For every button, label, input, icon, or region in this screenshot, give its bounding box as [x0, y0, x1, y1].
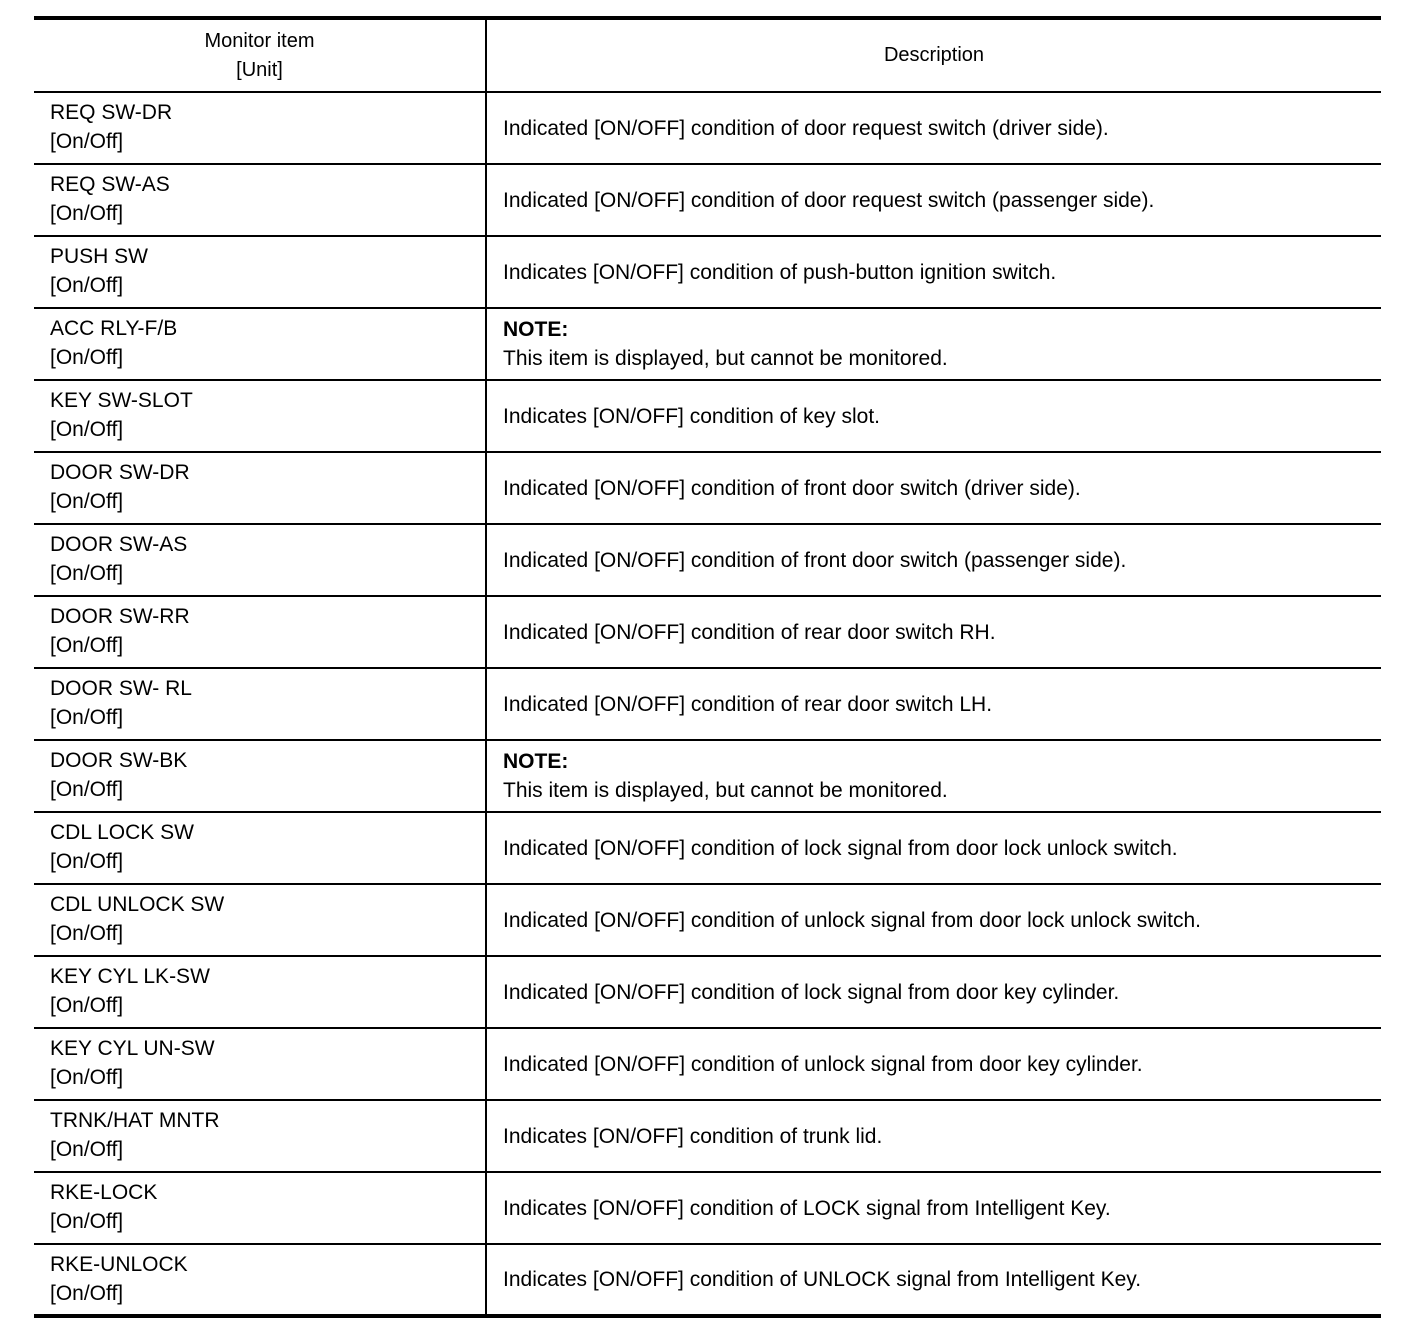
table-row [34, 236, 1381, 308]
monitor-item-cell [34, 1244, 486, 1316]
table-row [34, 308, 1381, 380]
monitor-item-unit: [On/Off] [50, 634, 124, 657]
monitor-item-cell [34, 1172, 486, 1244]
monitor-item-name: RKE-UNLOCK [50, 1253, 188, 1276]
monitor-item-unit: [On/Off] [50, 1066, 124, 1089]
monitor-item-name: DOOR SW-RR [50, 605, 190, 628]
table-body [34, 92, 1381, 1316]
description-text: Indicated [ON/OFF] condition of unlock signal from door key cylinder. [503, 1052, 1143, 1076]
description-text: Indicates [ON/OFF] condition of key slot. [503, 404, 880, 428]
monitor-item-cell [34, 956, 486, 1028]
monitor-item-name: DOOR SW-AS [50, 533, 188, 556]
table-row [34, 524, 1381, 596]
monitor-item-name: KEY SW-SLOT [50, 389, 193, 412]
monitor-item-unit: [On/Off] [50, 1138, 124, 1161]
monitor-item-name: DOOR SW-DR [50, 461, 190, 484]
table-header-row [34, 18, 1381, 92]
monitor-item-unit: [On/Off] [50, 130, 124, 153]
monitor-item-cell [34, 1028, 486, 1100]
description-text: This item is displayed, but cannot be monitored. [503, 347, 948, 370]
monitor-item-unit: [On/Off] [50, 706, 124, 729]
monitor-item-name: KEY CYL LK-SW [50, 965, 210, 988]
header-monitor-item [34, 18, 486, 92]
monitor-item-cell [34, 884, 486, 956]
monitor-item-name: PUSH SW [50, 245, 149, 268]
table-row [34, 812, 1381, 884]
table-row [34, 956, 1381, 1028]
header-description [486, 18, 1381, 92]
monitor-item-cell [34, 812, 486, 884]
monitor-item-cell [34, 380, 486, 452]
table-row [34, 164, 1381, 236]
table-row [34, 1244, 1381, 1316]
description-cell [486, 308, 1381, 380]
table-row [34, 92, 1381, 164]
description-cell [486, 812, 1381, 884]
monitor-item-name: REQ SW-DR [50, 101, 173, 124]
monitor-item-name: DOOR SW-BK [50, 749, 188, 772]
monitor-item-table-container [34, 16, 1381, 1318]
monitor-item-unit: [On/Off] [50, 922, 124, 945]
table-row [34, 668, 1381, 740]
table-row [34, 1100, 1381, 1172]
monitor-item-unit: [On/Off] [50, 562, 124, 585]
description-cell [486, 524, 1381, 596]
monitor-item-unit: [On/Off] [50, 202, 124, 225]
table-row [34, 884, 1381, 956]
monitor-item-cell [34, 236, 486, 308]
monitor-item-unit: [On/Off] [50, 274, 124, 297]
table-row [34, 740, 1381, 812]
monitor-item-cell [34, 740, 486, 812]
monitor-item-name: REQ SW-AS [50, 173, 170, 196]
monitor-item-name: DOOR SW- RL [50, 677, 192, 700]
table-row [34, 1172, 1381, 1244]
description-cell [486, 236, 1381, 308]
monitor-item-name: KEY CYL UN-SW [50, 1037, 215, 1060]
header-monitor-item-label: Monitor item [204, 29, 315, 52]
description-text: Indicated [ON/OFF] condition of rear door switch RH. [503, 620, 996, 644]
monitor-item-cell [34, 92, 486, 164]
monitor-item-name: CDL UNLOCK SW [50, 893, 225, 916]
header-description-label: Description [883, 44, 985, 66]
description-text: Indicated [ON/OFF] condition of front door switch (passenger side). [503, 548, 1127, 572]
table-row [34, 452, 1381, 524]
monitor-item-cell [34, 164, 486, 236]
description-text: Indicated [ON/OFF] condition of door request switch (driver side). [503, 116, 1109, 140]
monitor-item-table [34, 16, 1381, 1318]
note-label: NOTE: [503, 318, 569, 341]
monitor-item-unit: [On/Off] [50, 850, 124, 873]
note-label: NOTE: [503, 750, 569, 773]
table-row [34, 380, 1381, 452]
description-text: Indicated [ON/OFF] condition of door request switch (passenger side). [503, 188, 1155, 212]
monitor-item-cell [34, 452, 486, 524]
description-cell [486, 1100, 1381, 1172]
description-text: Indicated [ON/OFF] condition of rear door switch LH. [503, 692, 993, 716]
description-cell [486, 92, 1381, 164]
monitor-item-unit: [On/Off] [50, 778, 124, 801]
description-cell [486, 164, 1381, 236]
description-cell [486, 380, 1381, 452]
description-text: This item is displayed, but cannot be monitored. [503, 779, 948, 802]
description-cell [486, 1172, 1381, 1244]
description-cell [486, 740, 1381, 812]
description-cell [486, 1028, 1381, 1100]
description-text: Indicates [ON/OFF] condition of trunk lid. [503, 1124, 883, 1148]
description-text: Indicated [ON/OFF] condition of unlock signal from door lock unlock switch. [503, 908, 1201, 932]
description-text: Indicated [ON/OFF] condition of lock signal from door lock unlock switch. [503, 836, 1178, 860]
description-cell [486, 956, 1381, 1028]
monitor-item-name: RKE-LOCK [50, 1181, 158, 1204]
monitor-item-unit: [On/Off] [50, 346, 124, 369]
monitor-item-name: ACC RLY-F/B [50, 317, 178, 340]
table-row [34, 1028, 1381, 1100]
monitor-item-name: TRNK/HAT MNTR [50, 1109, 220, 1132]
description-cell [486, 884, 1381, 956]
monitor-item-cell [34, 668, 486, 740]
monitor-item-unit: [On/Off] [50, 1210, 124, 1233]
description-cell [486, 1244, 1381, 1316]
description-text: Indicates [ON/OFF] condition of push-button ignition switch. [503, 260, 1057, 284]
header-unit-label: [Unit] [236, 58, 283, 81]
monitor-item-cell [34, 524, 486, 596]
description-cell [486, 596, 1381, 668]
description-text: Indicated [ON/OFF] condition of front door switch (driver side). [503, 476, 1081, 500]
monitor-item-unit: [On/Off] [50, 418, 124, 441]
monitor-item-unit: [On/Off] [50, 994, 124, 1017]
monitor-item-cell [34, 308, 486, 380]
monitor-item-unit: [On/Off] [50, 1282, 124, 1305]
description-text: Indicates [ON/OFF] condition of LOCK signal from Intelligent Key. [503, 1196, 1111, 1220]
monitor-item-cell [34, 596, 486, 668]
monitor-item-unit: [On/Off] [50, 490, 124, 513]
table-row [34, 596, 1381, 668]
description-text: Indicated [ON/OFF] condition of lock signal from door key cylinder. [503, 980, 1120, 1004]
description-cell [486, 668, 1381, 740]
monitor-item-cell [34, 1100, 486, 1172]
monitor-item-name: CDL LOCK SW [50, 821, 194, 844]
description-cell [486, 452, 1381, 524]
description-text: Indicates [ON/OFF] condition of UNLOCK signal from Intelligent Key. [503, 1268, 1142, 1291]
